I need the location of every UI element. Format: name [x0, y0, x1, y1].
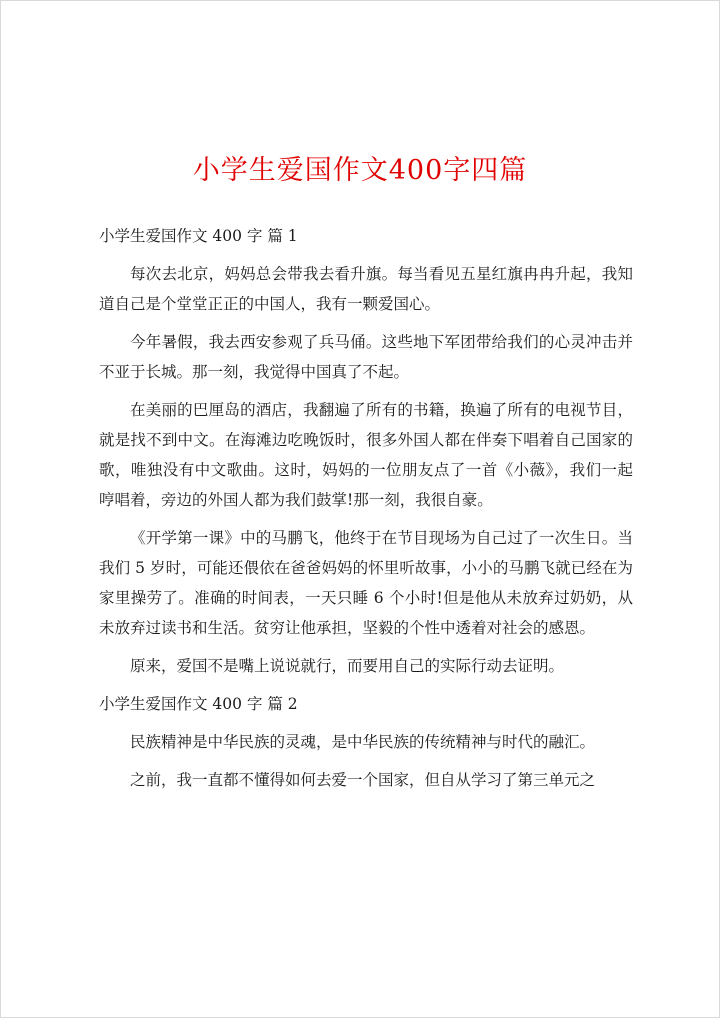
document-title: 小学生爱国作文400字四篇: [192, 155, 528, 186]
document-body: [99, 221, 633, 803]
paragraph: 《开学第一课》中的马鹏飞，他终于在节目现场为自己过了一次生日。当我们 5 岁时，可能还偎依在爸爸妈妈的怀里听故事，小小的马鹏飞就已经在为家里操劳了。准确的时间表，一天只睡 6 个小时!但是他从未放弃过奶奶，从未放弃过读书和生活。贫穷让他承担，坚毅的个性中透着对社会的感恩。: [99, 529, 633, 637]
paragraph: 今年暑假，我去西安参观了兵马俑。这些地下军团带给我们的心灵冲击并不亚于长城。那一刻，我觉得中国真了不起。: [99, 333, 633, 381]
paragraph: 之前，我一直都不懂得如何去爱一个国家，但自从学习了第三单元之: [130, 771, 596, 789]
section-heading: 小学生爱国作文 400 字 篇 1: [99, 227, 298, 245]
paragraph: 原来，爱国不是嘴上说说就行，而要用自己的实际行动去证明。: [130, 657, 565, 675]
section-heading: 小学生爱国作文 400 字 篇 2: [99, 695, 298, 713]
paragraph: 每次去北京，妈妈总会带我去看升旗。每当看见五星红旗冉冉升起，我知道自己是个堂堂正正的中国人，我有一颗爱国心。: [99, 265, 633, 313]
paragraph: 在美丽的巴厘岛的酒店，我翻遍了所有的书籍，换遍了所有的电视节目，就是找不到中文。在海滩边吃晚饭时，很多外国人都在伴奏下唱着自己国家的歌，唯独没有中文歌曲。这时，妈妈的一位朋友点了一首《小薇》，我们一起哼唱着，旁边的外国人都为我们鼓掌!那一刻，我很自豪。: [99, 401, 633, 509]
paragraph: 民族精神是中华民族的灵魂，是中华民族的传统精神与时代的融汇。: [130, 733, 596, 751]
